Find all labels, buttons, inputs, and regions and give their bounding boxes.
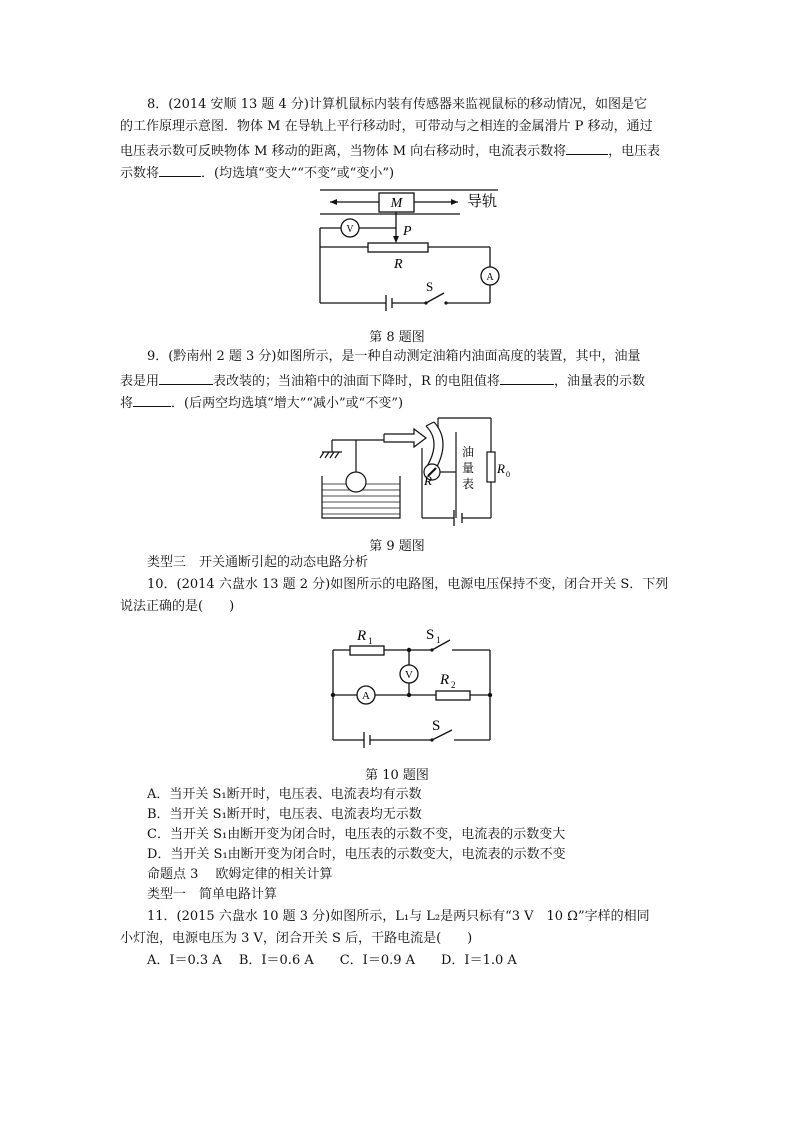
q8-voltmeter-label: V	[346, 224, 354, 235]
q10-voltmeter-label: V	[405, 669, 413, 681]
q10-ammeter-label: A	[362, 690, 370, 702]
q9-label-R0: R	[497, 461, 505, 476]
q9-line-3-text-a: 将	[120, 396, 134, 411]
q9-gauge-char-1: 油	[462, 445, 475, 459]
q9-blank-resistance[interactable]	[500, 370, 554, 385]
q8-label-P: P	[403, 224, 412, 239]
q9-blank-meter-type[interactable]	[159, 370, 213, 385]
q10-label-S1: S	[426, 627, 435, 643]
q9-line-2-text-c: ，油量表的示数	[553, 374, 645, 389]
q8-line-1: 8．(2014 安顺 13 题 4 分)计算机鼠标内装有传感器来监视鼠标的移动情况，如图是它	[147, 97, 647, 112]
q9-oil-gauge-diagram	[316, 410, 516, 530]
q8-blank-voltage[interactable]	[159, 162, 201, 177]
q10-option-a[interactable]: A．当开关 S₁断开时，电压表、电流表均有示数	[147, 787, 422, 802]
q9-line-2	[120, 370, 645, 391]
q8-circuit-diagram	[310, 183, 510, 313]
q9-blank-reading[interactable]	[133, 392, 171, 407]
q8-label-rail: 导轨	[467, 194, 498, 210]
q8-line-2: 的工作原理示意图．物体 M 在导轨上平行移动时，可带动与之相连的金属滑片 P 移动，通过	[120, 119, 653, 134]
q9-gauge-char-2: 量	[462, 461, 475, 475]
topic-3-heading: 命题点 3 欧姆定律的相关计算	[147, 867, 333, 882]
q10-label-S: S	[432, 718, 441, 734]
q8-line-3	[120, 140, 660, 161]
q11-line-2: 小灯泡，电源电压为 3 V，闭合开关 S 后，干路电流是( )	[120, 931, 473, 946]
q9-line-2-text-a: 表是用	[120, 374, 160, 389]
q8-label-S: S	[426, 279, 434, 294]
q10-label-R1: R	[357, 628, 367, 644]
q8-line-4-text-a: 示数将	[120, 166, 160, 181]
q9-line-2-text-b: 表改装的；当油箱中的油面下降时，R 的电阻值将	[213, 374, 500, 389]
q10-line-1: 10．(2014 六盘水 13 题 2 分)如图所示的电路图，电源电压保持不变，闭合开关 S．下列	[147, 577, 669, 592]
q11-line-1: 11．(2015 六盘水 10 题 3 分)如图所示，L₁与 L₂是两只标有“3 V 10 Ω”字样的相同	[147, 909, 650, 924]
q11-options[interactable]: A．I＝0.3 A B．I＝0.6 A C．I＝0.9 A D．I＝1.0 A	[147, 953, 517, 968]
q9-label-R0-sub: 0	[506, 470, 510, 479]
q8-line-4-text-b: ．(均选填“变大”“不变”或“变小”)	[201, 166, 395, 181]
q10-circuit-diagram	[320, 618, 500, 753]
q10-label-R2-sub: 2	[451, 680, 456, 690]
q9-label-R: R	[424, 473, 432, 488]
q8-ammeter-label: A	[486, 272, 494, 283]
q8-caption: 第 8 题图	[369, 330, 425, 345]
q8-line-3-text-b: ，电压表	[608, 144, 661, 159]
q10-label-R1-sub: 1	[368, 636, 373, 646]
q10-option-c[interactable]: C．当开关 S₁由断开变为闭合时，电压表的示数不变，电流表的示数变大	[147, 827, 566, 842]
q10-label-R2: R	[440, 672, 450, 688]
q10-line-2: 说法正确的是( )	[120, 599, 235, 614]
q10-option-b[interactable]: B．当开关 S₁断开时，电压表、电流表均无示数	[147, 807, 422, 822]
section-1-heading: 类型一 简单电路计算	[147, 887, 278, 902]
q8-line-3-text-a: 电压表示数可反映物体 M 移动的距离，当物体 M 向右移动时，电流表示数将	[120, 144, 567, 159]
q10-caption: 第 10 题图	[365, 768, 429, 783]
q9-line-3-text-b: ．(后两空均选填“增大”“减小”或“不变”)	[171, 396, 404, 411]
section-3-heading: 类型三 开关通断引起的动态电路分析	[147, 555, 369, 570]
q8-line-4	[120, 162, 394, 183]
q8-label-R: R	[394, 257, 403, 272]
q8-blank-current[interactable]	[566, 140, 608, 155]
q10-option-d[interactable]: D．当开关 S₁由断开变为闭合时，电压表的示数变大，电流表的示数不变	[147, 847, 566, 862]
q9-caption: 第 9 题图	[369, 539, 425, 554]
q9-line-1: 9．(黔南州 2 题 3 分)如图所示，是一种自动测定油箱内油面高度的装置，其中，油量	[147, 349, 641, 364]
q8-label-M: M	[390, 196, 403, 211]
q9-gauge-char-3: 表	[462, 477, 475, 491]
q10-label-S1-sub: 1	[436, 635, 441, 645]
